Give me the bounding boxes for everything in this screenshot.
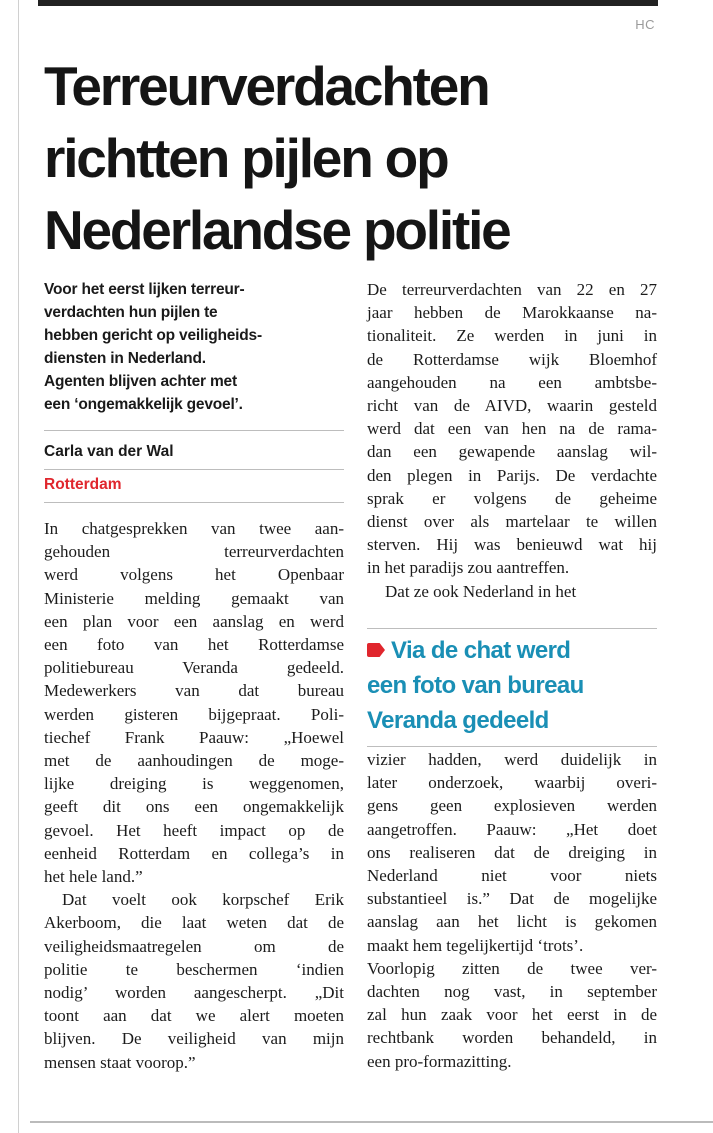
text-line: dan een gewapende aanslag wil- bbox=[367, 442, 657, 462]
arrow-marker-icon bbox=[367, 643, 385, 657]
text-line: werd volgens het Openbaar bbox=[44, 565, 344, 585]
text-line: politie te beschermen ‘indien bbox=[44, 959, 344, 979]
text-line: ons realiseren dat de dreiging in bbox=[367, 842, 657, 862]
text-line: gevoel. Het heeft impact op de bbox=[44, 820, 344, 840]
text-line: den plegen in Parijs. De verdachte bbox=[367, 465, 657, 485]
pull-quote bbox=[367, 628, 657, 747]
author-byline: Carla van der Wal bbox=[44, 430, 344, 463]
text-line: het hele land.” bbox=[44, 867, 143, 887]
lead-line: hebben gericht op veiligheids- bbox=[44, 327, 262, 344]
body-paragraph bbox=[44, 888, 344, 1074]
text-line: Medewerkers van dat bureau bbox=[44, 681, 344, 701]
text-line: rechtbank worden behandeld, in bbox=[367, 1028, 657, 1048]
text-line: aanslag aan het licht is gekomen bbox=[367, 912, 657, 932]
text-line: richt van de AIVD, waarin gesteld bbox=[367, 396, 657, 416]
text-line: sprak er volgens de geheime bbox=[367, 488, 657, 508]
text-line: in het paradijs zou aantreffen. bbox=[367, 558, 570, 578]
text-line: tiechef Frank Paauw: „Hoewel bbox=[44, 727, 344, 747]
page-fold-line bbox=[18, 0, 19, 1133]
headline-line: richtten pijlen op bbox=[44, 127, 448, 189]
left-column bbox=[44, 278, 344, 1074]
body-paragraph bbox=[367, 748, 657, 1073]
pull-quote-line: Veranda gedeeld bbox=[367, 707, 549, 734]
top-rule bbox=[38, 0, 658, 6]
bottom-rule bbox=[30, 1121, 713, 1123]
text-line: mensen staat voorop.” bbox=[44, 1052, 196, 1072]
text-line: tionaliteit. Ze werden in juni in bbox=[367, 326, 657, 346]
text-line: werd dat een van hen na de rama- bbox=[367, 419, 657, 439]
lead-line: Voor het eerst lijken terreur- bbox=[44, 281, 245, 298]
lead-line: een ‘ongemakkelijk gevoel’. bbox=[44, 396, 243, 413]
text-line: een pro-formazitting. bbox=[367, 1051, 512, 1071]
dateline: Rotterdam bbox=[44, 469, 344, 503]
text-line: werden gisteren bijgepraat. Poli- bbox=[44, 704, 344, 724]
lead-line: Agenten blijven achter met bbox=[44, 373, 237, 390]
text-line: aangetroffen. Paauw: „Het doet bbox=[367, 819, 657, 839]
text-line: zal hun zaak voor het eerst in de bbox=[367, 1005, 657, 1025]
text-line: later onderzoek, waarbij overi- bbox=[367, 773, 657, 793]
text-line: De terreurverdachten van 22 en 27 bbox=[367, 280, 657, 299]
text-line: toont aan dat we alert moeten bbox=[44, 1006, 344, 1026]
text-line: Voorlopig zitten de twee ver- bbox=[367, 958, 657, 978]
text-line: Dat ze ook Nederland in het bbox=[385, 581, 577, 601]
text-line: substantieel is.” Dat de mogelijke bbox=[367, 889, 657, 909]
right-column-continued bbox=[367, 748, 657, 1073]
pull-quote-line: een foto van bureau bbox=[367, 672, 584, 699]
text-line: Dat voelt ook korpschef Erik bbox=[62, 890, 344, 910]
text-line: Ministerie melding gemaakt van bbox=[44, 588, 344, 608]
text-line: blijven. De veiligheid van mijn bbox=[44, 1029, 344, 1049]
text-line: een foto van het Rotterdamse bbox=[44, 635, 344, 655]
text-line: nodig’ worden aangescherpt. „Dit bbox=[44, 983, 344, 1003]
text-line: dienst over als martelaar te willen bbox=[367, 512, 657, 532]
text-line: met de aanhoudingen de moge- bbox=[44, 751, 344, 771]
pull-quote-line: Via de chat werd bbox=[391, 637, 571, 664]
right-column bbox=[367, 278, 657, 603]
body-paragraph bbox=[367, 278, 657, 603]
text-line: de Rotterdamse wijk Bloemhof bbox=[367, 349, 657, 369]
lead-line: verdachten hun pijlen te bbox=[44, 304, 218, 321]
text-line: vizier hadden, werd duidelijk in bbox=[367, 750, 657, 769]
text-line: lijke dreiging is weggenomen, bbox=[44, 774, 344, 794]
lead-paragraph bbox=[44, 278, 344, 416]
headline-line: Nederlandse politie bbox=[44, 199, 510, 261]
lead-line: diensten in Nederland. bbox=[44, 350, 206, 367]
body-paragraph bbox=[44, 517, 344, 888]
text-line: sterven. Hij was benieuwd wat hij bbox=[367, 535, 657, 555]
text-line: geeft dit ons een ongemakkelijk bbox=[44, 797, 344, 817]
text-line: veiligheidsmaatregelen om de bbox=[44, 936, 344, 956]
text-line: jaar hebben de Marokkaanse na- bbox=[367, 303, 657, 323]
text-line: Akerboom, die laat weten dat de bbox=[44, 913, 344, 933]
text-line: eenheid Rotterdam en collega’s in bbox=[44, 843, 344, 863]
text-line: maakt hem tegelijkertijd ‘trots’. bbox=[367, 935, 584, 955]
text-line: Nederland niet voor niets bbox=[367, 866, 657, 886]
text-line: gehouden terreurverdachten bbox=[44, 542, 344, 562]
headline bbox=[44, 50, 684, 266]
source-label: HC bbox=[635, 17, 655, 32]
text-line: aangehouden na een ambtsbe- bbox=[367, 372, 657, 392]
text-line: dachten nog vast, in september bbox=[367, 982, 657, 1002]
text-line: politiebureau Veranda gedeeld. bbox=[44, 658, 344, 678]
text-line: een plan voor een aanslag en werd bbox=[44, 611, 344, 631]
text-line: gens geen explosieven werden bbox=[367, 796, 657, 816]
headline-line: Terreurverdachten bbox=[44, 55, 489, 117]
text-line: In chatgesprekken van twee aan- bbox=[44, 519, 344, 538]
